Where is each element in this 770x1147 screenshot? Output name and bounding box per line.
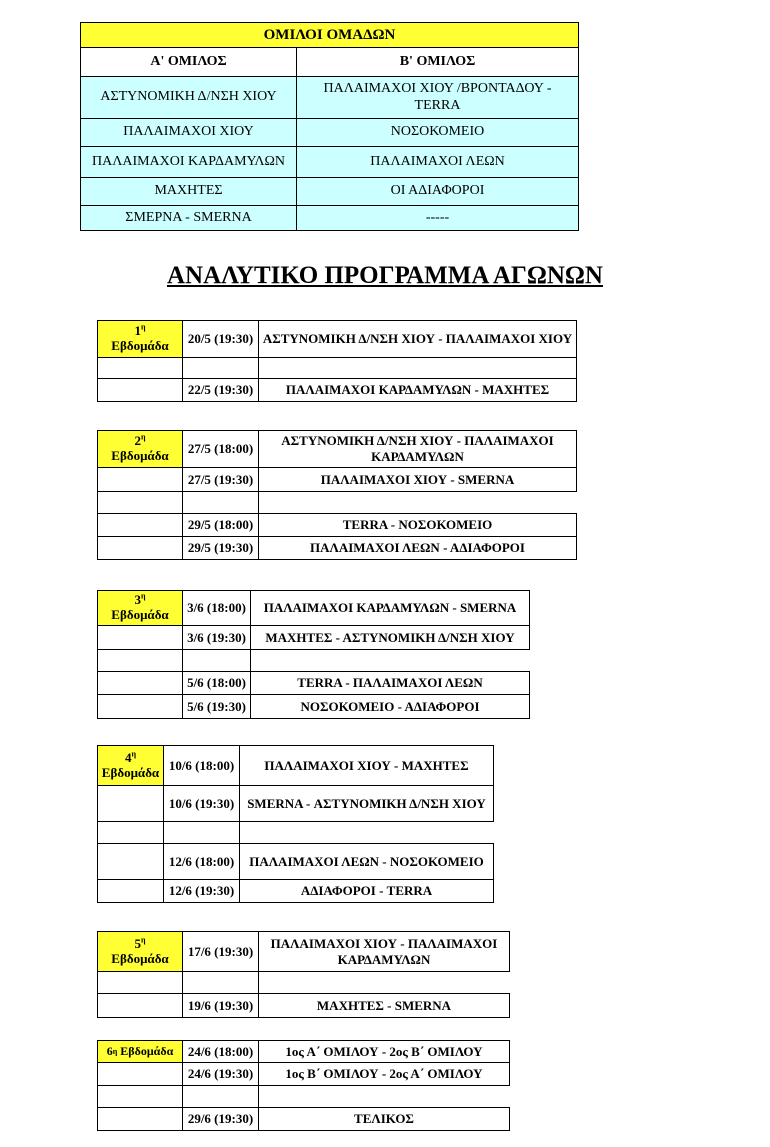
match-teams: ΠΑΛΑΙΜΑΧΟΙ ΚΑΡΔΑΜΥΛΩΝ - SMERNA (250, 590, 530, 626)
group-b-team: ----- (296, 205, 579, 231)
empty-cell (97, 993, 183, 1018)
match-date: 24/6 (18:00) (182, 1040, 259, 1063)
match-date: 22/5 (19:30) (182, 378, 259, 402)
match-date: 27/5 (18:00) (182, 430, 259, 468)
week-label: $1^\eta$ Εβδομάδα (97, 320, 183, 358)
match-teams: ΑΔΙΑΦΟΡΟΙ - TERRA (239, 879, 494, 903)
match-teams: ΤΕΛΙΚΟΣ (258, 1107, 510, 1131)
week-label: $4^\eta$ Εβδομάδα (97, 745, 164, 786)
empty-cell (97, 625, 183, 650)
empty-cell (97, 649, 183, 672)
match-teams: ΑΣΤΥΝΟΜΙΚΗ Δ/ΝΣΗ ΧΙΟΥ - ΠΑΛΑΙΜΑΧΟΙ ΧΙΟΥ (258, 320, 577, 358)
empty-cell (97, 491, 183, 514)
empty-cell (97, 671, 183, 695)
match-teams: ΜΑΧΗΤΕΣ - SMERNA (258, 993, 510, 1018)
match-date: 5/6 (18:00) (182, 671, 251, 695)
match-date (163, 821, 240, 844)
empty-cell (97, 357, 183, 379)
group-b-team: ΝΟΣΟΚΟΜΕΙΟ (296, 118, 579, 147)
empty-cell (97, 378, 183, 402)
group-a-team: ΜΑΧΗΤΕΣ (80, 177, 297, 206)
match-date: 10/6 (19:30) (163, 785, 240, 822)
group-a-team: ΠΑΛΑΙΜΑΧΟΙ ΚΑΡΔΑΜΥΛΩΝ (80, 146, 297, 178)
match-teams: ΠΑΛΑΙΜΑΧΟΙ ΧΙΟΥ - SMERNA (258, 467, 577, 492)
match-teams: 1ος Α΄ ΟΜΙΛΟΥ - 2ος Β΄ ΟΜΙΛΟΥ (258, 1040, 510, 1063)
match-teams: 1ος Β΄ ΟΜΙΛΟΥ - 2ος Α΄ ΟΜΙΛΟΥ (258, 1062, 510, 1086)
group-a-team: ΠΑΛΑΙΜΑΧΟΙ ΧΙΟΥ (80, 118, 297, 147)
group-b-team: ΠΑΛΑΙΜΑΧΟΙ ΧΙΟΥ /ΒΡΟΝΤΑΔΟΥ - TERRA (296, 76, 579, 119)
match-teams (258, 357, 577, 379)
match-teams: ΠΑΛΑΙΜΑΧΟΙ ΧΙΟΥ - ΠΑΛΑΙΜΑΧΟΙ ΚΑΡΔΑΜΥΛΩΝ (258, 931, 510, 972)
match-date: 27/5 (19:30) (182, 467, 259, 492)
match-date: 12/6 (19:30) (163, 879, 240, 903)
groups-table-title: ΟΜΙΛΟΙ ΟΜΑΔΩΝ (80, 22, 579, 48)
match-date: 19/6 (19:30) (182, 993, 259, 1018)
match-date: 20/5 (19:30) (182, 320, 259, 358)
match-teams: ΠΑΛΑΙΜΑΧΟΙ ΛΕΩΝ - ΝΟΣΟΚΟΜΕΙΟ (239, 843, 494, 880)
match-date (182, 357, 259, 379)
match-date: 29/5 (18:00) (182, 513, 259, 537)
empty-cell (97, 467, 183, 492)
match-date: 3/6 (19:30) (182, 625, 251, 650)
empty-cell (97, 694, 183, 719)
empty-cell (97, 879, 164, 903)
empty-cell (97, 536, 183, 560)
empty-cell (97, 843, 164, 880)
match-teams: ΠΑΛΑΙΜΑΧΟΙ ΧΙΟΥ - ΜΑΧΗΤΕΣ (239, 745, 494, 786)
match-date: 5/6 (19:30) (182, 694, 251, 719)
group-a-team: ΑΣΤΥΝΟΜΙΚΗ Δ/ΝΣΗ ΧΙΟΥ (80, 76, 297, 119)
match-date (182, 1085, 259, 1108)
group-b-team: ΟΙ ΑΔΙΑΦΟΡΟΙ (296, 177, 579, 206)
match-teams: SMERNA - ΑΣΤΥΝΟΜΙΚΗ Δ/ΝΣΗ ΧΙΟΥ (239, 785, 494, 822)
match-teams: ΝΟΣΟΚΟΜΕΙΟ - ΑΔΙΑΦΟΡΟΙ (250, 694, 530, 719)
match-teams: ΑΣΤΥΝΟΜΙΚΗ Δ/ΝΣΗ ΧΙΟΥ - ΠΑΛΑΙΜΑΧΟΙ ΚΑΡΔΑΜΥΛΩΝ (258, 430, 577, 468)
empty-cell (97, 971, 183, 994)
match-date: 24/6 (19:30) (182, 1062, 259, 1086)
empty-cell (97, 1107, 183, 1131)
empty-cell (97, 821, 164, 844)
match-date: 17/6 (19:30) (182, 931, 259, 972)
match-teams: TERRA - ΠΑΛΑΙΜΑΧΟΙ ΛΕΩΝ (250, 671, 530, 695)
group-b-header: Β' ΟΜΙΛΟΣ (296, 47, 579, 77)
match-teams: ΜΑΧΗΤΕΣ - ΑΣΤΥΝΟΜΙΚΗ Δ/ΝΣΗ ΧΙΟΥ (250, 625, 530, 650)
match-date (182, 971, 259, 994)
match-date: 29/5 (19:30) (182, 536, 259, 560)
week-label: $3^\eta$ Εβδομάδα (97, 590, 183, 626)
group-b-team: ΠΑΛΑΙΜΑΧΟΙ ΛΕΩΝ (296, 146, 579, 178)
empty-cell (97, 1062, 183, 1086)
match-date: 3/6 (18:00) (182, 590, 251, 626)
match-date (182, 649, 251, 672)
empty-cell (97, 513, 183, 537)
match-date: 12/6 (18:00) (163, 843, 240, 880)
match-teams: ΠΑΛΑΙΜΑΧΟΙ ΚΑΡΔΑΜΥΛΩΝ - ΜΑΧΗΤΕΣ (258, 378, 577, 402)
match-date: 29/6 (19:30) (182, 1107, 259, 1131)
group-a-header: Α' ΟΜΙΛΟΣ (80, 47, 297, 77)
match-teams: ΠΑΛΑΙΜΑΧΟΙ ΛΕΩΝ - ΑΔΙΑΦΟΡΟΙ (258, 536, 577, 560)
match-date (182, 491, 259, 514)
week-label: $2^\eta$ Εβδομάδα (97, 430, 183, 468)
match-teams: TERRA - ΝΟΣΟΚΟΜΕΙΟ (258, 513, 577, 537)
empty-cell (97, 1085, 183, 1108)
schedule-title: ΑΝΑΛΥΤΙΚΟ ΠΡΟΓΡΑΜΜΑ ΑΓΩΝΩΝ (167, 262, 603, 289)
week-label: 6 η Εβδομάδα (97, 1040, 183, 1063)
group-a-team: ΣΜΕΡΝΑ - SMERNA (80, 205, 297, 231)
match-date: 10/6 (18:00) (163, 745, 240, 786)
empty-cell (97, 785, 164, 822)
week-label: $5^\eta$ Εβδομάδα (97, 931, 183, 972)
